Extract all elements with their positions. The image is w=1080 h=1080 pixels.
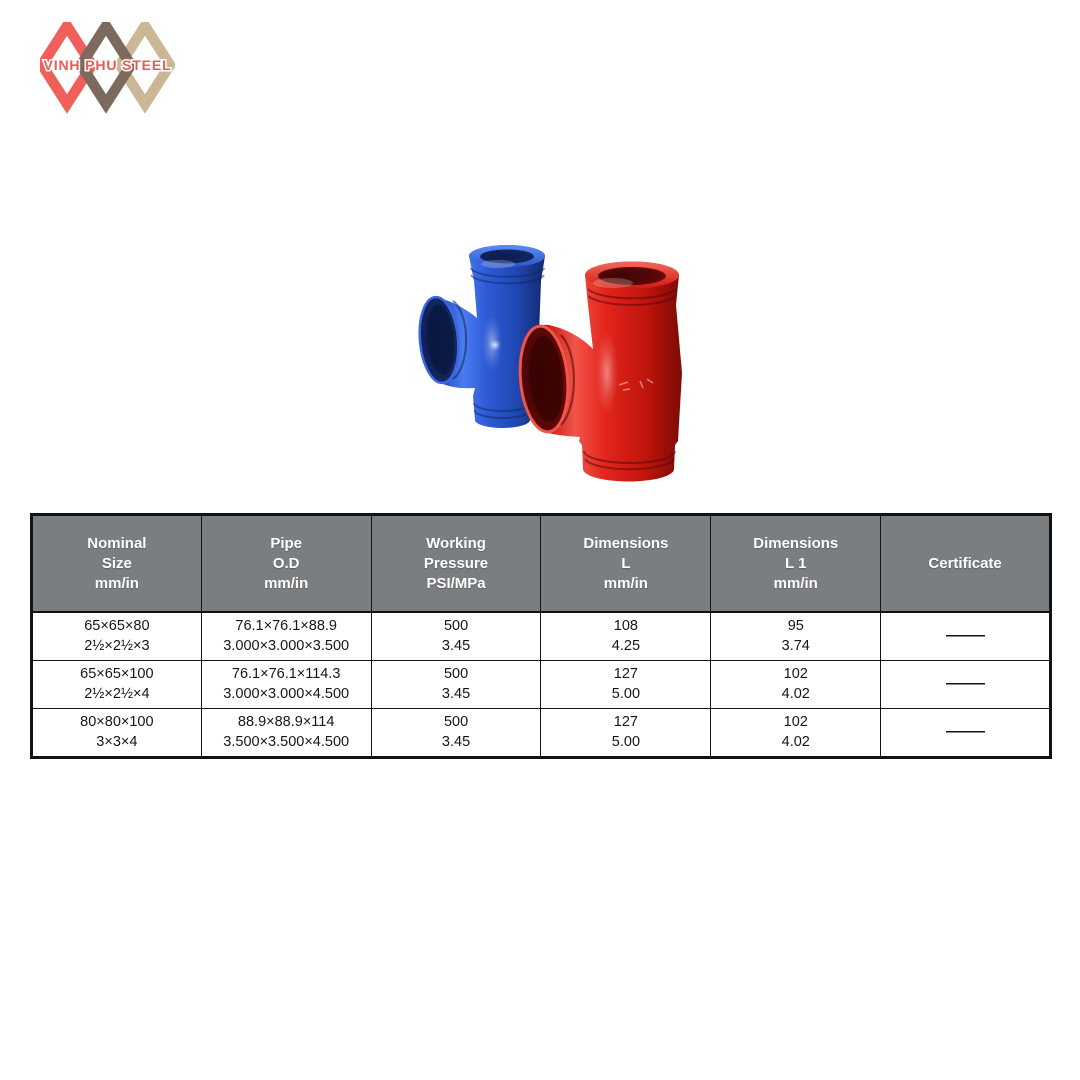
- cell-pipe-od: 76.1×76.1×88.9 3.000×3.000×3.500: [201, 612, 371, 661]
- cell-certificate: [881, 661, 1051, 709]
- cell-working-pressure: 500 3.45: [371, 709, 541, 758]
- logo-text: VINH PHU STEEL: [43, 58, 172, 73]
- certificate-dash: —: [945, 627, 985, 645]
- col-header-dimensions-l: Dimensions L mm/in: [541, 515, 711, 613]
- col-header-nominal-size: Nominal Size mm/in: [32, 515, 202, 613]
- cell-dimensions-l: 108 4.25: [541, 612, 711, 661]
- certificate-dash: —: [945, 723, 985, 741]
- red-tee-fitting: [516, 262, 682, 482]
- col-header-pipe-od: Pipe O.D mm/in: [201, 515, 371, 613]
- cell-nominal-size: 80×80×100 3×3×4: [32, 709, 202, 758]
- table-header-row: [32, 515, 1051, 613]
- product-image: [395, 223, 715, 508]
- cell-dimensions-l: 127 5.00: [541, 709, 711, 758]
- col-header-working-pressure: Working Pressure PSI/MPa: [371, 515, 541, 613]
- cell-dimensions-l1: 95 3.74: [711, 612, 881, 661]
- table-row: [32, 612, 1051, 661]
- cell-dimensions-l1: 102 4.02: [711, 709, 881, 758]
- spec-table: [30, 513, 1052, 759]
- cell-working-pressure: 500 3.45: [371, 612, 541, 661]
- cell-working-pressure: 500 3.45: [371, 661, 541, 709]
- cell-certificate: [881, 612, 1051, 661]
- cell-dimensions-l: 127 5.00: [541, 661, 711, 709]
- cell-dimensions-l1: 102 4.02: [711, 661, 881, 709]
- table-row: [32, 661, 1051, 709]
- certificate-dash: —: [945, 675, 985, 693]
- company-logo: [40, 22, 175, 114]
- cell-nominal-size: 65×65×100 2½×2½×4: [32, 661, 202, 709]
- cell-pipe-od: 88.9×88.9×114 3.500×3.500×4.500: [201, 709, 371, 758]
- cell-nominal-size: 65×65×80 2½×2½×3: [32, 612, 202, 661]
- table-row: [32, 709, 1051, 758]
- cell-certificate: [881, 709, 1051, 758]
- col-header-certificate: Certificate: [881, 515, 1051, 613]
- cell-pipe-od: 76.1×76.1×114.3 3.000×3.000×4.500: [201, 661, 371, 709]
- col-header-dimensions-l1: Dimensions L 1 mm/in: [711, 515, 881, 613]
